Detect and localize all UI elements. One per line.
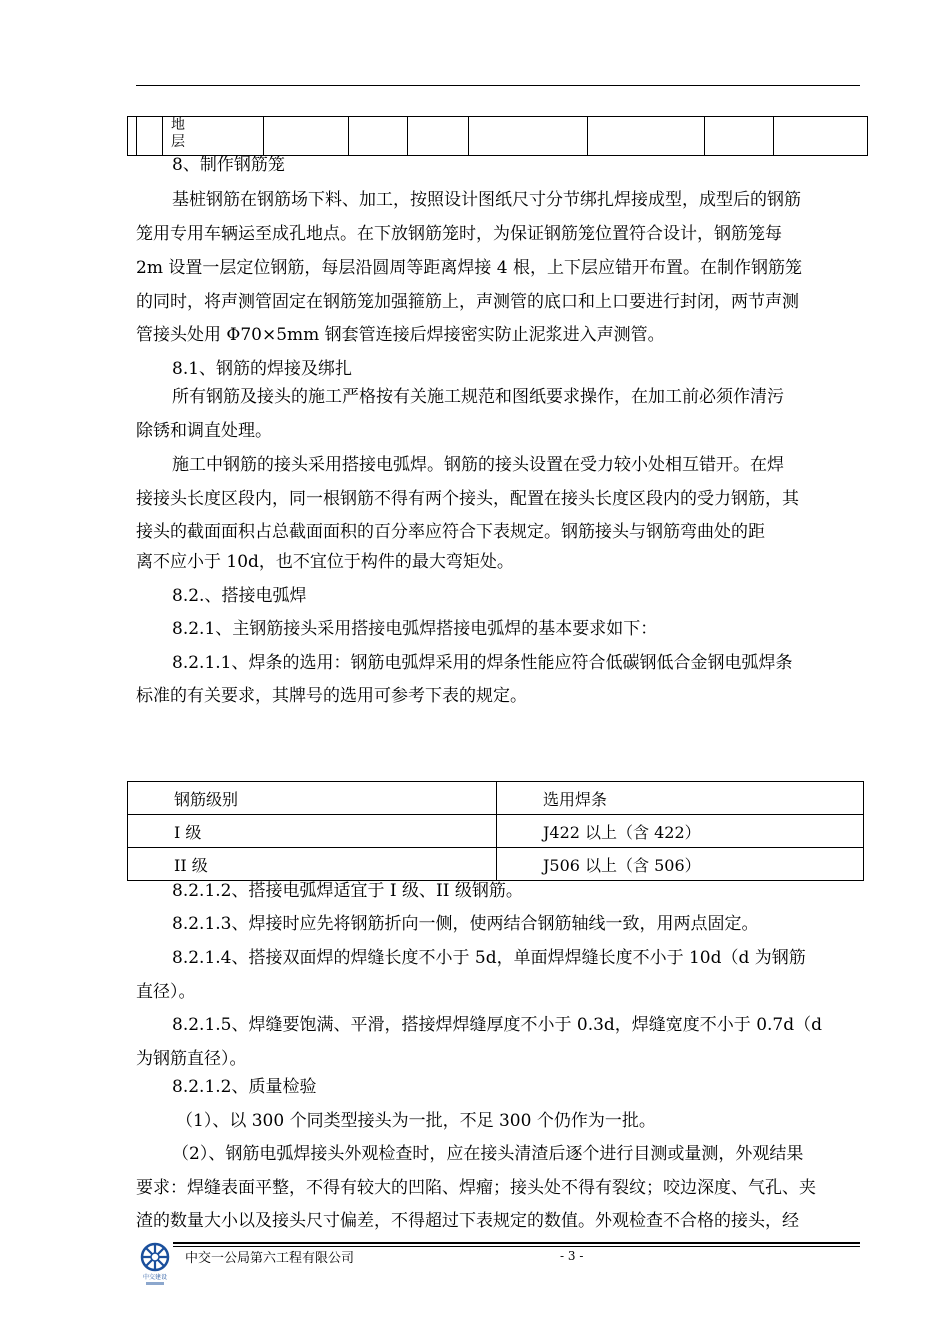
table-cell: I 级 (128, 815, 497, 848)
header-rule (136, 85, 860, 86)
paragraph-line: 直径）。 (136, 982, 196, 1002)
table-cell (137, 117, 163, 156)
footer-company: 中交一公局第六工程有限公司 (185, 1250, 355, 1265)
table-cell: II 级 (128, 848, 497, 881)
paragraph-line: 所有钢筋及接头的施工严格按有关施工规范和图纸要求操作，在加工前必须作清污 (172, 387, 784, 407)
paragraph-line: 除锈和调直处理。 (136, 421, 272, 441)
table-cell (774, 117, 868, 156)
table-cell (705, 117, 774, 156)
weld-rod-table (127, 781, 864, 881)
paragraph-line: 2m 设置一层定位钢筋，每层沿圆周等距离焊接 4 根，上下层应错开布置。在制作钢筋笼 (136, 258, 802, 278)
table-header-cell: 钢筋级别 (128, 782, 497, 815)
paragraph-line: 施工中钢筋的接头采用搭接电弧焊。钢筋的接头设置在受力较小处相互错开。在焊 (172, 455, 784, 475)
table-header-cell: 选用焊条 (497, 782, 864, 815)
paragraph-line: 基桩钢筋在钢筋场下料、加工，按照设计图纸尺寸分节绑扎焊接成型，成型后的钢筋 (172, 190, 801, 210)
footer-rule (173, 1242, 860, 1244)
table-cell (128, 117, 137, 156)
section-heading: 8.2.、搭接电弧焊 (172, 586, 307, 606)
table-cell: J422 以上（含 422） (497, 815, 864, 848)
table-header-row (128, 782, 864, 815)
table-cell-stratum (163, 117, 264, 156)
table-row (128, 815, 864, 848)
paragraph-line: （1）、以 300 个同类型接头为一批，不足 300 个仍作为一批。 (176, 1111, 656, 1131)
paragraph-line: 的同时，将声测管固定在钢筋笼加强箍筋上，声测管的底口和上口要进行封闭，两节声测 (136, 292, 799, 312)
paragraph-line: 要求：焊缝表面平整，不得有较大的凹陷、焊瘤；接头处不得有裂纹；咬边深度、气孔、夹 (136, 1178, 816, 1198)
paragraph-line: 8.2.1.5、焊缝要饱满、平滑，搭接焊焊缝厚度不小于 0.3d，焊缝宽度不小于 0.7d（d (172, 1015, 822, 1035)
paragraph-line: 8.2.1.3、焊接时应先将钢筋折向一侧，使两结合钢筋轴线一致，用两点固定。 (172, 914, 759, 934)
table-cell (588, 117, 705, 156)
table-cell (264, 117, 349, 156)
paragraph-line: 管接头处用 Φ70×5mm 钢套管连接后焊接密实防止泥浆进入声测管。 (136, 325, 665, 345)
page-number: - 3 - (560, 1249, 584, 1263)
section-heading: 8、制作钢筋笼 (172, 155, 285, 175)
logo-text: 中交建设 (142, 1274, 168, 1281)
paragraph-line: 渣的数量大小以及接头尺寸偏差，不得超过下表规定的数值。外观检查不合格的接头，经 (136, 1211, 799, 1231)
top-table-fragment (127, 116, 868, 156)
paragraph-line: 8.2.1.1、焊条的选用：钢筋电弧焊采用的焊条性能应符合低碳钢低合金钢电弧焊条 (172, 653, 793, 673)
cell-line: 层 (171, 134, 185, 150)
paragraph-line: 为钢筋直径）。 (136, 1049, 247, 1069)
table-cell (469, 117, 588, 156)
paragraph-line: 离不应小于 10d，也不宜位于构件的最大弯矩处。 (136, 552, 514, 572)
cell-line: 地 (171, 117, 185, 133)
paragraph-line: （2）、钢筋电弧焊接头外观检查时，应在接头清渣后逐个进行目测或量测，外观结果 (172, 1144, 804, 1164)
paragraph-line: 标准的有关要求，其牌号的选用可参考下表的规定。 (136, 686, 527, 706)
table-cell (349, 117, 408, 156)
table-cell (408, 117, 469, 156)
section-heading: 8.2.1.2、质量检验 (172, 1077, 317, 1097)
section-heading: 8.1、钢筋的焊接及绑扎 (172, 359, 353, 379)
paragraph-line: 8.2.1、主钢筋接头采用搭接电弧焊搭接电弧焊的基本要求如下： (172, 619, 658, 639)
table-row (128, 848, 864, 881)
paragraph-line: 接头的截面面积占总截面面积的百分率应符合下表规定。钢筋接头与钢筋弯曲处的距 (136, 522, 765, 542)
paragraph-line: 接接头长度区段内，同一根钢筋不得有两个接头，配置在接头长度区段内的受力钢筋，其 (136, 489, 799, 509)
paragraph-line: 笼用专用车辆运至成孔地点。在下放钢筋笼时，为保证钢筋笼位置符合设计，钢筋笼每 (136, 224, 782, 244)
paragraph-line: 8.2.1.4、搭接双面焊的焊缝长度不小于 5d，单面焊焊缝长度不小于 10d（d 为钢筋 (172, 948, 806, 968)
table-cell: J506 以上（含 506） (497, 848, 864, 881)
paragraph-line: 8.2.1.2、搭接电弧焊适宜于 I 级、II 级钢筋。 (172, 881, 523, 901)
company-logo-icon (138, 1240, 172, 1288)
